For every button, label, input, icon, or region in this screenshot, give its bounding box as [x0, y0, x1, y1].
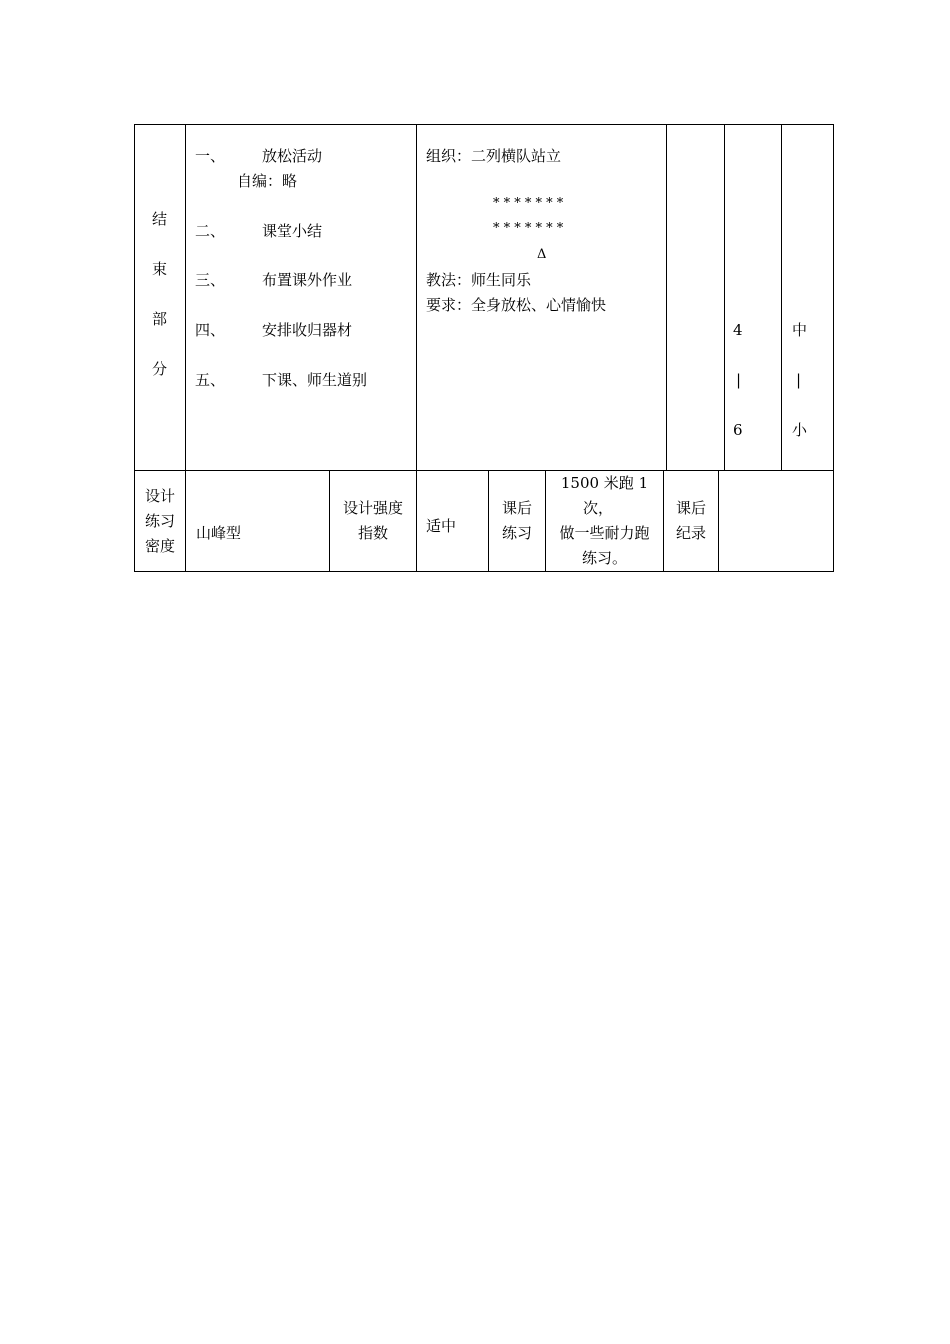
- homework-text-line: 次，: [582, 499, 613, 517]
- content-item-text: 安排收归器材: [262, 321, 353, 339]
- density-label-line: 练习: [144, 512, 175, 530]
- table-border-top: [134, 124, 834, 125]
- table-col-divider: [666, 124, 667, 470]
- table-col-divider: [718, 470, 719, 571]
- intensity-value: 小: [792, 421, 808, 439]
- content-item-text: 放松活动: [262, 147, 323, 165]
- intensity-index-label-line: 指数: [357, 524, 388, 542]
- table-col-divider: [329, 470, 330, 571]
- intensity-index-value: 适中: [426, 517, 457, 535]
- content-item-text: 下课、师生道别: [262, 371, 368, 389]
- section-label-char: 部: [152, 310, 168, 328]
- content-item-number: 一、: [195, 147, 226, 165]
- table-border-right: [833, 124, 834, 572]
- time-value: 4: [733, 321, 743, 339]
- intensity-separator: |: [796, 371, 802, 389]
- content-item-text: 课堂小结: [262, 222, 323, 240]
- formation-row: * * * * * * *: [493, 196, 564, 211]
- table-row-divider: [134, 470, 834, 471]
- content-item-number: 五、: [195, 371, 226, 389]
- homework-text-line: 1500 米跑 1: [560, 474, 649, 492]
- content-item-number: 二、: [195, 222, 226, 240]
- teaching-method-text: 教法：师生同乐: [426, 271, 532, 289]
- record-label-line: 纪录: [675, 524, 706, 542]
- density-label-line: 密度: [144, 537, 175, 555]
- record-label-line: 课后: [675, 499, 706, 517]
- content-item-text: 布置课外作业: [262, 271, 353, 289]
- content-item-sub: 自编：略: [237, 172, 298, 190]
- formation-row: * * * * * * *: [493, 221, 564, 236]
- intensity-index-label-line: 设计强度: [342, 499, 403, 517]
- section-label-char: 束: [152, 260, 168, 278]
- table-border-bottom: [134, 571, 834, 572]
- organization-text: 组织：二列横队站立: [426, 147, 562, 165]
- time-separator: |: [736, 371, 742, 389]
- curve-type-value: 山峰型: [196, 524, 242, 542]
- requirement-text: 要求：全身放松、心情愉快: [426, 296, 607, 314]
- table-col-divider: [724, 124, 725, 470]
- content-item-number: 四、: [195, 321, 226, 339]
- density-label-line: 设计: [144, 487, 175, 505]
- table-col-divider: [781, 124, 782, 470]
- homework-label-line: 练习: [501, 524, 532, 542]
- time-value: 6: [733, 421, 743, 439]
- homework-text-line: 练习。: [581, 549, 627, 567]
- content-item-number: 三、: [195, 271, 226, 289]
- teacher-position-symbol: Δ: [537, 247, 547, 262]
- section-label-char: 结: [152, 210, 168, 228]
- intensity-value: 中: [792, 321, 808, 339]
- homework-text-line: 做一些耐力跑: [559, 524, 650, 542]
- table-col-divider: [488, 470, 489, 571]
- section-label-char: 分: [152, 360, 168, 378]
- homework-label-line: 课后: [501, 499, 532, 517]
